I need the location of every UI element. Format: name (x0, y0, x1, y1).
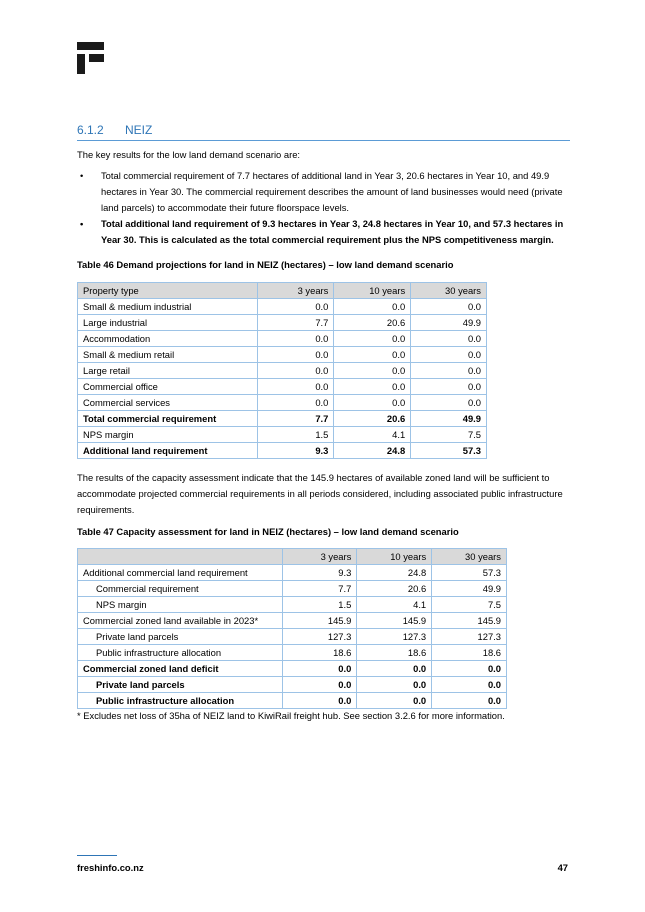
cell-3-years: 1.5 (257, 427, 334, 443)
cell-30-years: 127.3 (432, 629, 507, 645)
row-label: Large retail (78, 363, 258, 379)
table-row (78, 629, 507, 645)
table-row (78, 363, 487, 379)
row-label: Additional commercial land requirement (78, 565, 283, 581)
section-number: 6.1.2 (77, 123, 104, 137)
table-46 (77, 282, 487, 459)
cell-30-years: 0.0 (411, 299, 487, 315)
table-47 (77, 548, 507, 709)
table-row (78, 565, 507, 581)
column-header: 3 years (257, 283, 334, 299)
cell-30-years: 57.3 (411, 443, 487, 459)
cell-30-years: 0.0 (432, 677, 507, 693)
cell-3-years: 0.0 (257, 299, 334, 315)
cell-3-years: 0.0 (257, 347, 334, 363)
list-item: • Total commercial requirement of 7.7 hectares of additional land in Year 3, 20.6 hectares in Year 10, and 49.9 hectares in Year 30. The commercial requirement describes the amount of land businesses would need (private land parcels) to accommodate their future floorspace levels. (80, 170, 563, 213)
row-label: Commercial office (78, 379, 258, 395)
cell-30-years: 0.0 (411, 347, 487, 363)
cell-10-years: 18.6 (357, 645, 432, 661)
cell-10-years: 0.0 (334, 395, 411, 411)
cell-3-years: 9.3 (282, 565, 357, 581)
cell-10-years: 0.0 (357, 661, 432, 677)
cell-10-years: 0.0 (334, 363, 411, 379)
cell-3-years: 9.3 (257, 443, 334, 459)
table-row (78, 347, 487, 363)
table-row (78, 315, 487, 331)
cell-3-years: 0.0 (257, 395, 334, 411)
cell-30-years: 18.6 (432, 645, 507, 661)
cell-3-years: 0.0 (282, 677, 357, 693)
cell-3-years: 7.7 (282, 581, 357, 597)
column-header (78, 549, 283, 565)
column-header: 30 years (432, 549, 507, 565)
cell-10-years: 24.8 (334, 443, 411, 459)
table-47-footnote: * Excludes net loss of 35ha of NEIZ land to KiwiRail freight hub. See section 3.2.6 for more information. (77, 710, 505, 721)
table-row (78, 299, 487, 315)
row-label: Commercial services (78, 395, 258, 411)
row-label: Accommodation (78, 331, 258, 347)
cell-30-years: 0.0 (432, 693, 507, 709)
row-label: Small & medium industrial (78, 299, 258, 315)
cell-10-years: 145.9 (357, 613, 432, 629)
cell-10-years: 127.3 (357, 629, 432, 645)
cell-3-years: 0.0 (257, 363, 334, 379)
table-row (78, 581, 507, 597)
row-label: Public infrastructure allocation (78, 645, 283, 661)
column-header: 10 years (334, 283, 411, 299)
cell-3-years: 7.7 (257, 411, 334, 427)
cell-3-years: 0.0 (257, 379, 334, 395)
cell-10-years: 0.0 (334, 379, 411, 395)
cell-30-years: 7.5 (432, 597, 507, 613)
cell-30-years: 0.0 (411, 379, 487, 395)
cell-10-years: 0.0 (334, 299, 411, 315)
cell-10-years: 0.0 (357, 693, 432, 709)
list-item: • Total additional land requirement of 9.3 hectares in Year 3, 24.8 hectares in Year 10, and 57.3 hectares in Year 30. This is calculated as the total commercial requirement plus the NPS competitiveness margin. (80, 218, 564, 245)
cell-30-years: 0.0 (432, 661, 507, 677)
table-47-caption: Table 47 Capacity assessment for land in NEIZ (hectares) – low land demand scenario (77, 526, 459, 537)
table-row (78, 677, 507, 693)
table-header-row (78, 283, 487, 299)
cell-30-years: 57.3 (432, 565, 507, 581)
cell-3-years: 0.0 (282, 693, 357, 709)
footer-divider (77, 855, 117, 856)
column-header: 30 years (411, 283, 487, 299)
row-label: Commercial requirement (78, 581, 283, 597)
freshinfo-logo (77, 42, 104, 74)
page-number: 47 (557, 862, 568, 873)
cell-10-years: 0.0 (357, 677, 432, 693)
table-row (78, 443, 487, 459)
table-row (78, 613, 507, 629)
row-label: Additional land requirement (78, 443, 258, 459)
table-row (78, 331, 487, 347)
table-row (78, 597, 507, 613)
intro-paragraph: The key results for the low land demand scenario are: (77, 149, 301, 160)
table-row (78, 693, 507, 709)
table-row (78, 661, 507, 677)
capacity-paragraph: The results of the capacity assessment indicate that the 145.9 hectares of available zoned land will be sufficient to accommodate projected commercial requirements in all periods considered, including associated public infrastructure requirements. (77, 472, 563, 515)
row-label: Large industrial (78, 315, 258, 331)
cell-30-years: 49.9 (411, 315, 487, 331)
cell-10-years: 20.6 (357, 581, 432, 597)
table-row (78, 427, 487, 443)
column-header: 3 years (282, 549, 357, 565)
table-row (78, 645, 507, 661)
key-results-list (77, 168, 570, 248)
footer-site: freshinfo.co.nz (77, 862, 144, 873)
cell-30-years: 0.0 (411, 395, 487, 411)
cell-10-years: 4.1 (357, 597, 432, 613)
cell-30-years: 0.0 (411, 331, 487, 347)
cell-10-years: 20.6 (334, 411, 411, 427)
row-label: Public infrastructure allocation (78, 693, 283, 709)
table-46-caption: Table 46 Demand projections for land in NEIZ (hectares) – low land demand scenario (77, 259, 454, 270)
column-header: 10 years (357, 549, 432, 565)
table-row (78, 411, 487, 427)
table-row (78, 379, 487, 395)
row-label: Commercial zoned land deficit (78, 661, 283, 677)
cell-3-years: 127.3 (282, 629, 357, 645)
cell-3-years: 18.6 (282, 645, 357, 661)
cell-3-years: 1.5 (282, 597, 357, 613)
section-title: NEIZ (125, 123, 153, 137)
row-label: Total commercial requirement (78, 411, 258, 427)
section-heading (77, 123, 570, 141)
cell-10-years: 0.0 (334, 347, 411, 363)
cell-30-years: 145.9 (432, 613, 507, 629)
cell-30-years: 49.9 (411, 411, 487, 427)
cell-10-years: 4.1 (334, 427, 411, 443)
cell-3-years: 0.0 (257, 331, 334, 347)
row-label: Small & medium retail (78, 347, 258, 363)
table-header-row (78, 549, 507, 565)
row-label: NPS margin (78, 597, 283, 613)
row-label: Commercial zoned land available in 2023* (78, 613, 283, 629)
cell-10-years: 24.8 (357, 565, 432, 581)
cell-3-years: 7.7 (257, 315, 334, 331)
row-label: Private land parcels (78, 677, 283, 693)
cell-10-years: 0.0 (334, 331, 411, 347)
cell-10-years: 20.6 (334, 315, 411, 331)
table-row (78, 395, 487, 411)
cell-3-years: 145.9 (282, 613, 357, 629)
cell-30-years: 0.0 (411, 363, 487, 379)
row-label: Private land parcels (78, 629, 283, 645)
cell-30-years: 7.5 (411, 427, 487, 443)
cell-3-years: 0.0 (282, 661, 357, 677)
column-header: Property type (78, 283, 258, 299)
cell-30-years: 49.9 (432, 581, 507, 597)
row-label: NPS margin (78, 427, 258, 443)
